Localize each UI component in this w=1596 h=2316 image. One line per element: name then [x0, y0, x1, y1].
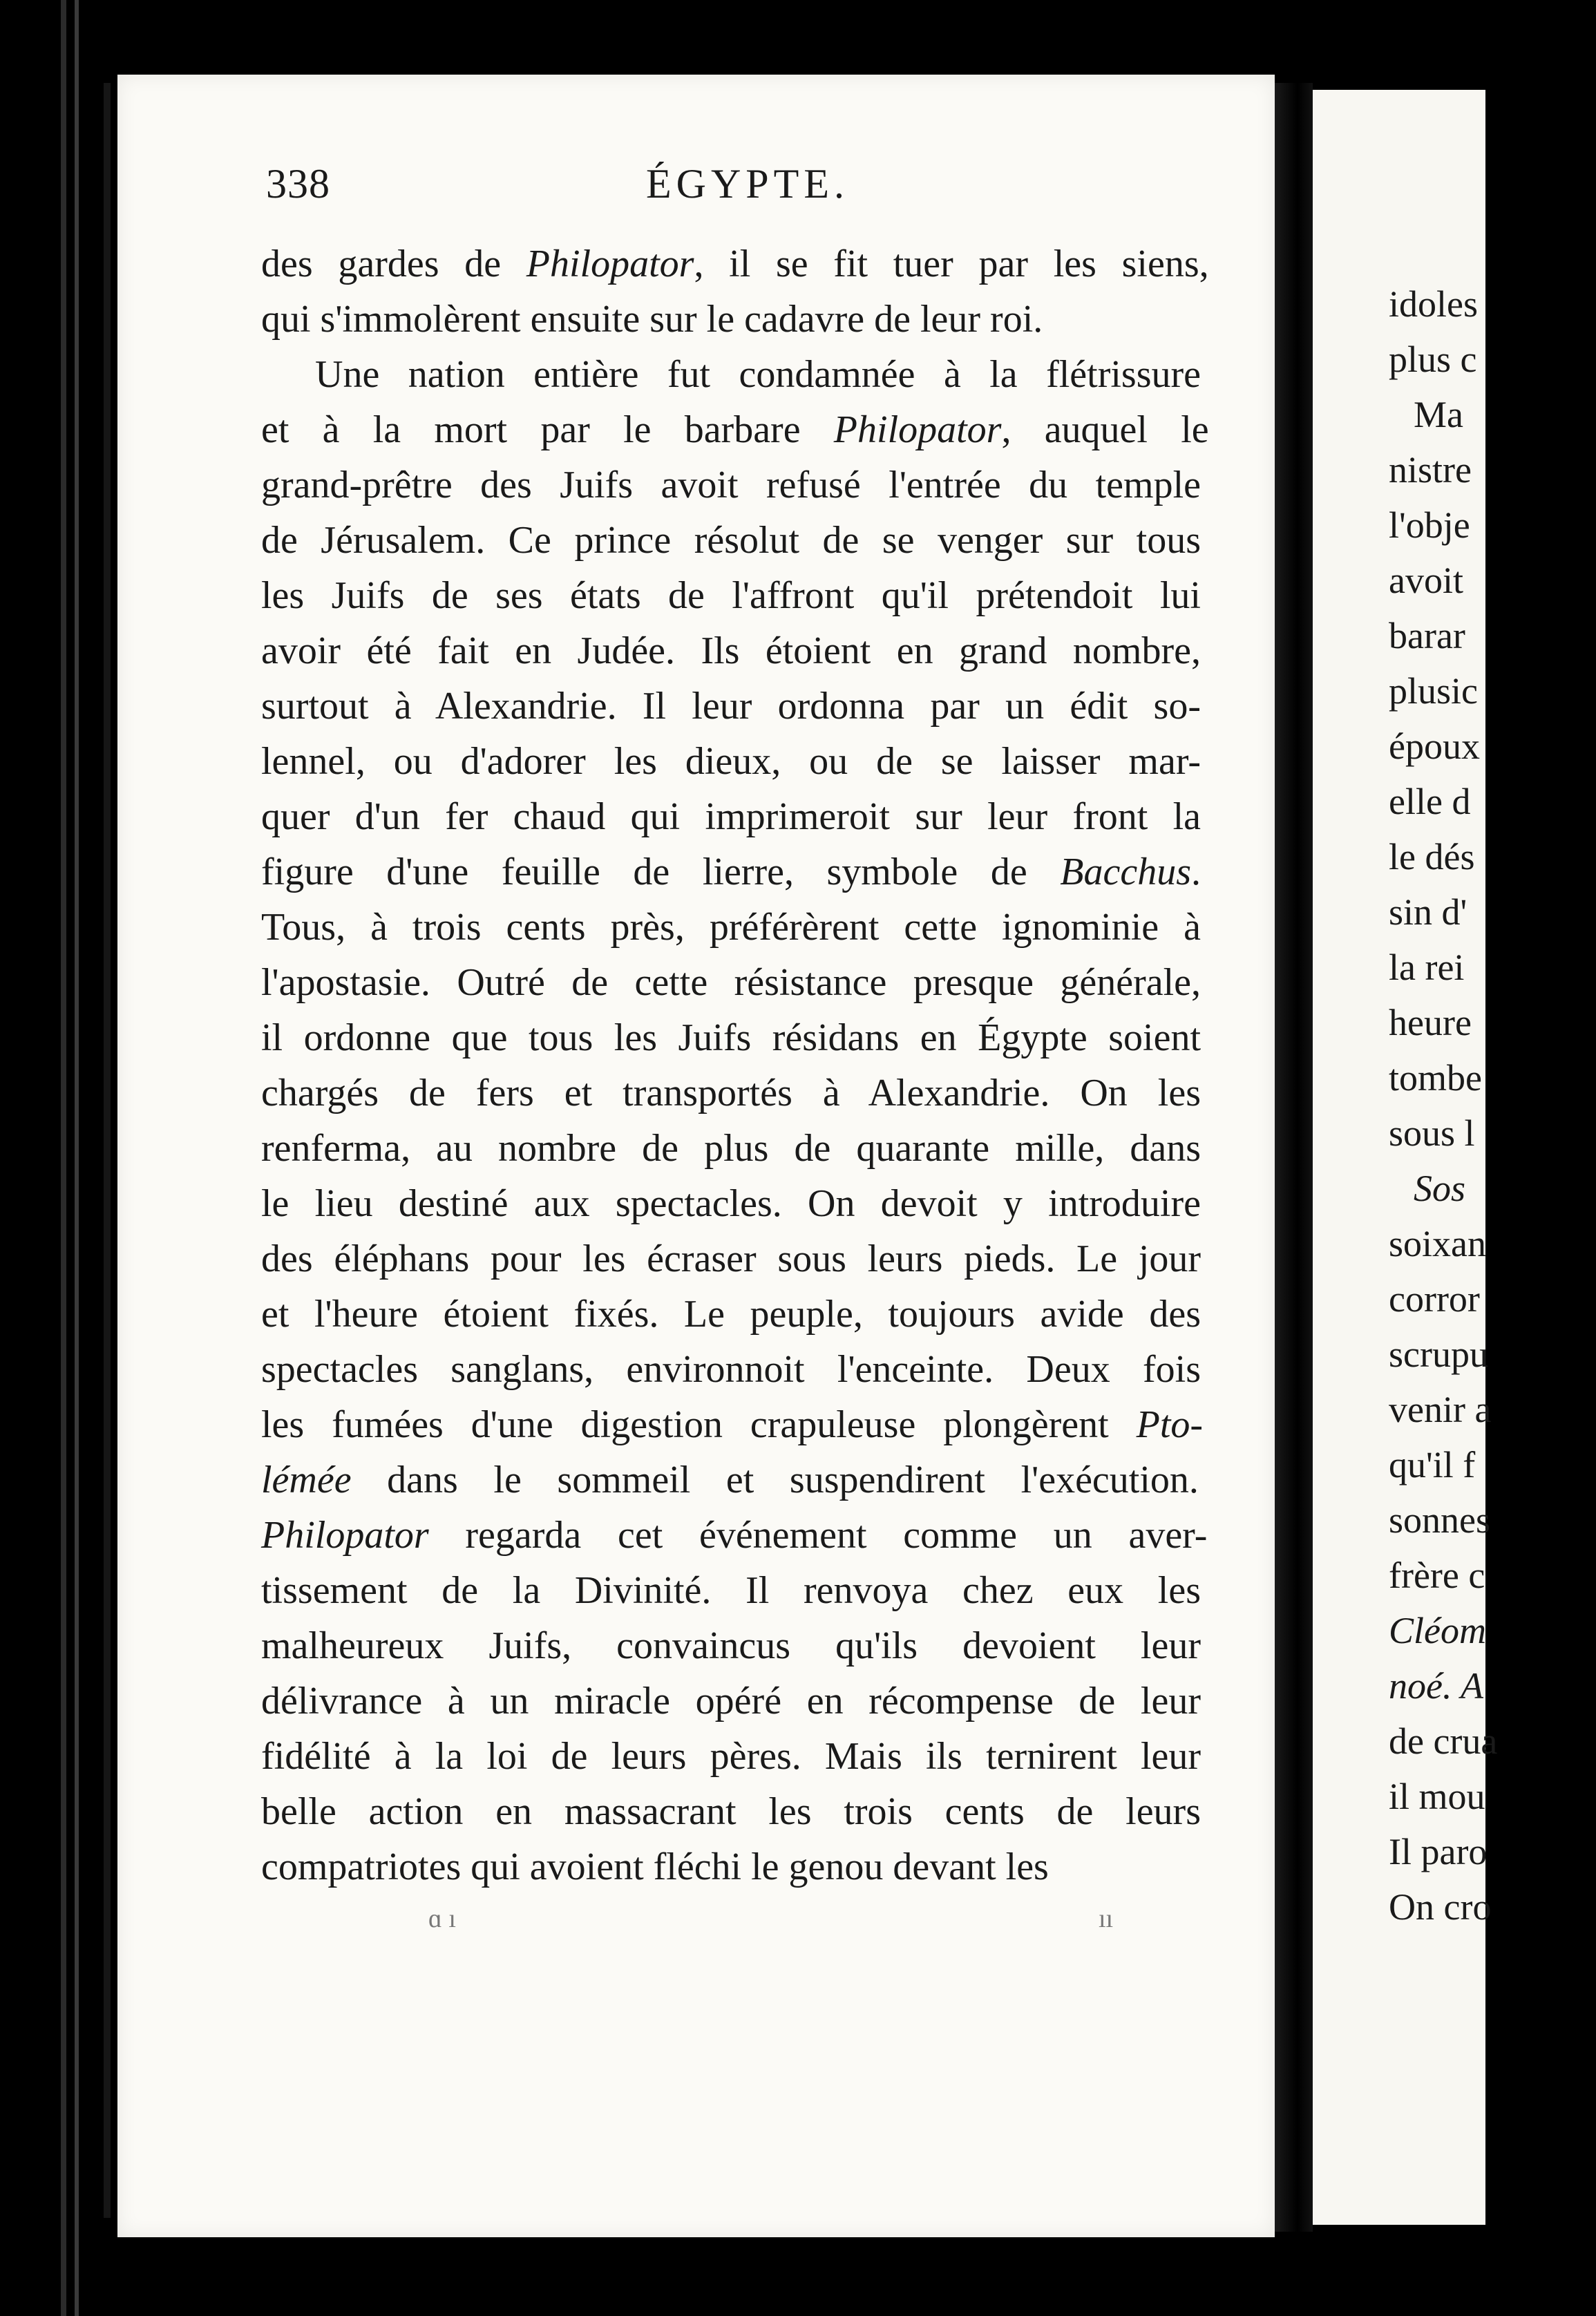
facing-text-line: frère c [1389, 1555, 1485, 1596]
facing-text-line: barar [1389, 615, 1465, 656]
text-line-content: chargés de fers et transportés à Alexandrie. On les [261, 1072, 1201, 1114]
facing-text-line: heure [1389, 1002, 1472, 1043]
spine-edge [104, 83, 111, 2218]
text-line-content: et à la mort par le barbare Philopator, auquel le [261, 408, 1209, 451]
text-line-content: des éléphans pour les écraser sous leurs pieds. Le jour [261, 1237, 1201, 1280]
text-line [261, 789, 1201, 844]
text-line-content: renferma, au nombre de plus de quarante mille, dans [261, 1127, 1201, 1170]
facing-text-line: sin d' [1389, 891, 1467, 933]
page-gutter [1275, 83, 1313, 2232]
text-line [261, 347, 1201, 402]
text-line-content: avoir été fait en Judée. Ils étoient en grand nombre, [261, 629, 1201, 672]
text-line [261, 623, 1201, 678]
text-line-content: les Juifs de ses états de l'affront qu'il prétendoit lui [261, 574, 1201, 617]
facing-text-line: On cro [1389, 1886, 1492, 1928]
facing-text-line: sonnes [1389, 1499, 1490, 1541]
facing-text-line: Ma [1414, 394, 1463, 435]
text-line-content: des gardes de Philopator, il se fit tuer par les siens, [261, 243, 1209, 285]
text-line [261, 1452, 1201, 1508]
facing-text-line: Il paro [1389, 1831, 1488, 1872]
text-line-content: malheureux Juifs, convaincus qu'ils devoient leur [261, 1624, 1201, 1667]
facing-text-line: noé. A [1389, 1665, 1483, 1707]
facing-text-line: époux [1389, 725, 1480, 767]
text-line-content: figure d'une feuille de lierre, symbole de Bacchus. [261, 851, 1201, 893]
text-line-content: lémée dans le sommeil et suspendirent l'exécution. [261, 1459, 1199, 1501]
facing-text-line: qu'il f [1389, 1444, 1476, 1486]
facing-text-line: de crua [1389, 1720, 1498, 1762]
text-line [261, 900, 1201, 955]
facing-page-text [1389, 276, 1596, 1935]
facing-text-line: tombe [1389, 1057, 1482, 1099]
text-line [261, 1784, 1201, 1839]
text-line-content: et l'heure étoient fixés. Le peuple, toujours avide des [261, 1293, 1201, 1336]
text-line-content: l'apostasie. Outré de cette résistance presque générale, [261, 961, 1201, 1004]
text-line [261, 1618, 1201, 1673]
text-line [261, 1065, 1201, 1121]
facing-text-line: corror [1389, 1278, 1480, 1320]
text-line-content: compatriotes qui avoient fléchi le genou devant les [261, 1845, 1049, 1888]
facing-text-line: scrupu [1389, 1333, 1488, 1375]
text-line [261, 292, 1201, 347]
text-line-content: spectacles sanglans, environnoit l'enceinte. Deux fois [261, 1348, 1201, 1391]
text-line-content: délivrance à un miracle opéré en récompense de leur [261, 1680, 1201, 1722]
text-line [261, 1397, 1204, 1452]
text-line-content: qui s'immolèrent ensuite sur le cadavre de leur roi. [261, 298, 1043, 341]
facing-text-line: plus c [1389, 339, 1477, 380]
text-line-content: Une nation entière fut condamnée à la flétrissure [315, 353, 1201, 396]
text-line [261, 844, 1201, 900]
footer-mark-right: ıı [1099, 1904, 1114, 1933]
text-line [261, 457, 1201, 513]
text-line [261, 678, 1201, 734]
facing-text-line: soixan [1389, 1223, 1486, 1264]
facing-text-line: sous l [1389, 1112, 1475, 1154]
facing-text-line: nistre [1389, 449, 1472, 491]
text-line [261, 513, 1201, 568]
facing-text-line: la rei [1389, 947, 1465, 988]
facing-text-line: venir a [1389, 1389, 1492, 1430]
facing-text-line: il mou [1389, 1776, 1485, 1817]
facing-text-line: Sos [1414, 1168, 1466, 1209]
facing-text-line: le dés [1389, 836, 1475, 877]
text-line [261, 236, 1209, 292]
text-line-content: grand-prêtre des Juifs avoit refusé l'entrée du temple [261, 464, 1201, 506]
text-line [261, 1673, 1201, 1729]
text-line [261, 1508, 1208, 1563]
facing-text-line: idoles [1389, 283, 1478, 325]
text-line-content: il ordonne que tous les Juifs résidans en Égypte soient [261, 1016, 1201, 1059]
facing-text-line: l'obje [1389, 504, 1470, 546]
text-line [261, 568, 1201, 623]
text-line [261, 1839, 1201, 1895]
text-line [261, 955, 1201, 1010]
text-line-content: de Jérusalem. Ce prince résolut de se venger sur tous [261, 519, 1201, 562]
page-number: 338 [266, 161, 330, 207]
text-line [261, 1729, 1201, 1784]
facing-text-line: avoit [1389, 560, 1463, 601]
facing-text-line: elle d [1389, 781, 1471, 822]
text-line [261, 1121, 1201, 1176]
text-line-content: quer d'un fer chaud qui imprimeroit sur leur front la [261, 795, 1201, 838]
text-line-content: fidélité à la loi de leurs pères. Mais ils ternirent leur [261, 1735, 1201, 1778]
text-line-content: le lieu destiné aux spectacles. On devoit y introduire [261, 1182, 1201, 1225]
text-line [261, 1563, 1201, 1618]
footer-mark-left: ɑ ı [428, 1904, 456, 1933]
facing-page [1313, 90, 1498, 2225]
text-line [261, 1010, 1201, 1065]
text-line-content: tissement de la Divinité. Il renvoya chez eux les [261, 1569, 1201, 1612]
book-binding [0, 0, 83, 2316]
text-line [261, 1342, 1201, 1397]
text-line-content: surtout à Alexandrie. Il leur ordonna par un édit so- [261, 685, 1201, 728]
body-text [261, 236, 1209, 1895]
text-line-content: Philopator regarda cet événement comme un aver- [261, 1514, 1208, 1557]
text-line-content: les fumées d'une digestion crapuleuse plongèrent Pto- [261, 1403, 1204, 1446]
facing-text-line: plusic [1389, 670, 1478, 712]
text-line-content: belle action en massacrant les trois cents de leurs [261, 1790, 1201, 1833]
text-line [261, 1287, 1201, 1342]
running-title: ÉGYPTE. [646, 161, 849, 207]
facing-text-line: Cléom [1389, 1610, 1486, 1651]
text-line [261, 734, 1201, 789]
text-line [261, 1176, 1201, 1231]
page-header [149, 160, 1199, 222]
text-line-content: lennel, ou d'adorer les dieux, ou de se laisser mar- [261, 740, 1201, 783]
text-line [261, 1231, 1201, 1287]
text-line [261, 402, 1209, 457]
text-line-content: Tous, à trois cents près, préférèrent cette ignominie à [261, 906, 1201, 949]
